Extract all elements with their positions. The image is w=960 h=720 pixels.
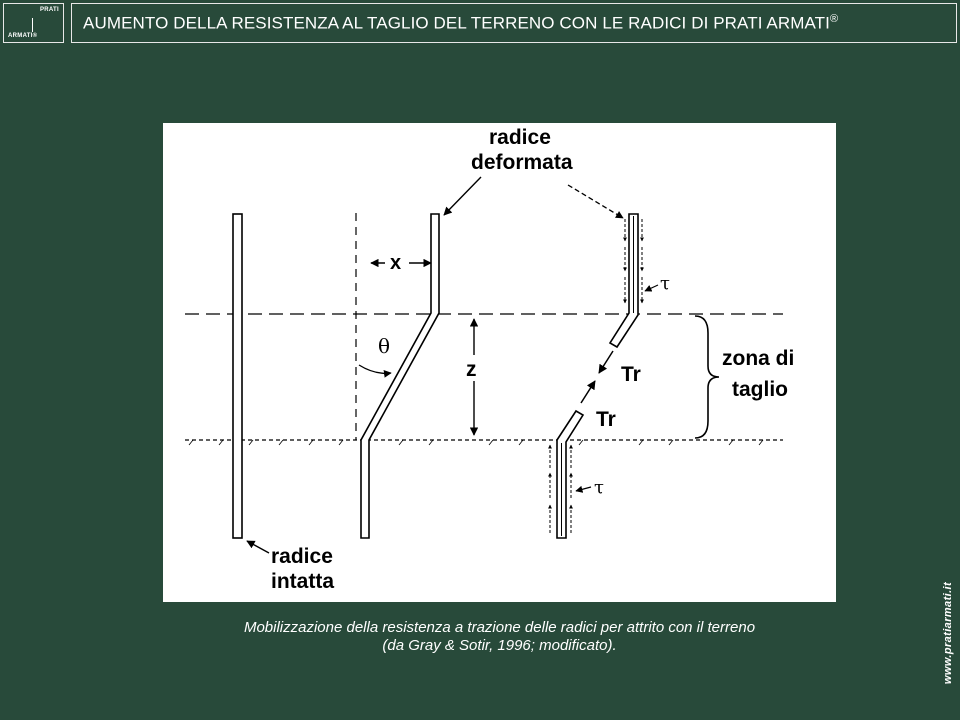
z-label: z: [466, 358, 477, 381]
page-title: [83, 13, 838, 34]
pointer-deformed-root: [444, 177, 481, 215]
root-shear-diagram: [163, 123, 836, 602]
shear-zone-brace: [695, 316, 719, 438]
pointer-separated-root: [568, 185, 623, 218]
tau-label-lower: τ: [594, 477, 604, 498]
tr-arrow-lower: [581, 381, 595, 403]
logo-divider: [32, 18, 33, 32]
logo-text-top: PRATI: [39, 7, 59, 13]
tr-arrow-upper: [599, 351, 613, 373]
label-radice-deformata-2: deformata: [471, 151, 573, 174]
tau-pointer-upper: [645, 285, 658, 291]
intact-root: [233, 214, 242, 538]
label-radice-deformata-1: radice: [489, 126, 551, 149]
tau-label-upper: τ: [660, 273, 670, 294]
tau-pointer-lower: [576, 487, 591, 491]
label-zona-di: zona di: [722, 347, 795, 370]
soil-hatch-lower: [189, 440, 763, 445]
label-radice-intatta-2: intatta: [271, 570, 334, 593]
label-taglio: taglio: [732, 378, 788, 401]
caption-line-1: Mobilizzazione della resistenza a trazione delle radici per attrito con il terreno: [243, 619, 756, 636]
registered-mark: ®: [829, 12, 839, 25]
separated-root-lower: [557, 411, 583, 538]
tr-label-upper: Tr: [621, 363, 641, 386]
x-label: x: [390, 252, 402, 274]
figure-caption: [163, 619, 836, 655]
caption-line-2: (da Gray & Sotir, 1996; modificato).: [382, 637, 617, 654]
diagram-figure: [163, 123, 836, 602]
website-link[interactable]: www.pratiarmati.it: [942, 581, 954, 685]
logo: [3, 3, 64, 43]
title-bar: [71, 3, 957, 43]
tr-label-lower: Tr: [596, 408, 616, 431]
theta-arc: [359, 365, 391, 373]
page-title-text: AUMENTO DELLA RESISTENZA AL TAGLIO DEL TERRENO CON LE RADICI DI PRATI ARMATI: [83, 13, 830, 33]
logo-text-bottom: ARMATI®: [8, 33, 38, 39]
pointer-intact-root: [247, 541, 269, 553]
label-radice-intatta-1: radice: [271, 545, 333, 568]
theta-label: θ: [378, 334, 391, 358]
